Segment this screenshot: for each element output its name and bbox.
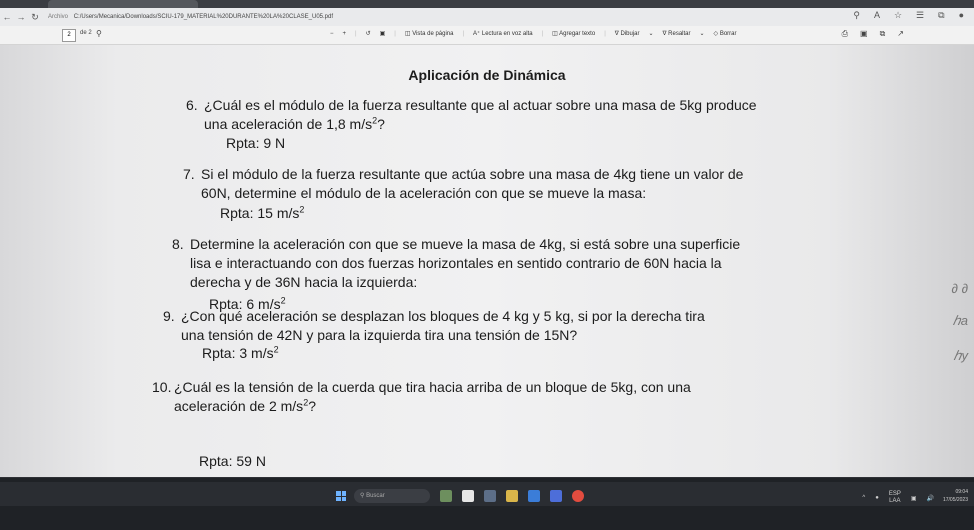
highlight-dropdown-icon[interactable]: ⌄ xyxy=(699,31,705,37)
add-text-button[interactable]: ◫ Agregar texto xyxy=(552,31,596,37)
store-icon[interactable] xyxy=(550,490,562,502)
answer-6: Rpta: 9 N xyxy=(226,135,286,151)
fit-page-icon[interactable]: ▣ xyxy=(379,31,386,37)
print-icon[interactable]: ⎙ xyxy=(841,29,849,38)
clock-time: 09:04 xyxy=(955,489,968,495)
answer-9: Rpta: 3 $m/s^2$ xyxy=(202,344,279,361)
question-6: 6. ¿Cuál es el módulo de la fuerza resultante que al actuar sobre una masa de 5kg produce una aceleración de 1,8 $m/s^2$? xyxy=(186,97,757,132)
url-text: C:/Users/Mecanica/Downloads/SCIU-179_MATERIAL%20DURANTE%20LA%20CLASE_U05.pdf xyxy=(73,14,334,20)
erase-button[interactable]: ◇ Borrar xyxy=(713,31,737,37)
answer-10: Rpta: 59 N xyxy=(199,453,266,469)
favorite-icon[interactable]: ☆ xyxy=(893,10,903,20)
question-8: 8. Determine la aceleración con que se mueve la masa de 4kg, si está sobre una superficie lisa e interactuando con dos fuerzas horizontales en sentido contrario de 60N hacia la derecha y de 36N hacia la izquierda: xyxy=(172,236,741,290)
question-10: 10. ¿Cuál es la tensión de la cuerda que tira hacia arriba de un bloque de 5kg, con una aceleración de 2 $m/s^2$? xyxy=(152,379,691,414)
taskbar-clock[interactable] xyxy=(943,488,968,504)
volume-icon[interactable]: 🔊 xyxy=(926,495,934,502)
draw-dropdown-icon[interactable]: ⌄ xyxy=(648,31,654,37)
clock-date: 17/05/2023 xyxy=(942,497,968,503)
reload-icon[interactable]: ↻ xyxy=(31,11,39,22)
extensions-icon[interactable]: ☰ xyxy=(916,10,925,20)
offscreen-handwriting-1: ∂ ∂ xyxy=(951,281,968,296)
page-view-button[interactable]: ◫ Vista de página xyxy=(404,31,454,37)
document-content xyxy=(0,45,974,477)
network-icon[interactable]: ● xyxy=(875,495,879,501)
windows-start-icon[interactable] xyxy=(336,491,346,501)
save-icon[interactable]: ▣ xyxy=(860,29,868,38)
offscreen-handwriting-3: ℎy xyxy=(953,348,968,363)
answer-7: Rpta: 15 $m/s^2$ xyxy=(220,204,305,221)
language-indicator[interactable]: ESP LAA xyxy=(888,491,901,504)
tab-strip xyxy=(0,0,974,8)
forward-icon[interactable]: → xyxy=(16,12,26,22)
expand-icon[interactable]: ↗ xyxy=(897,29,904,38)
pdf-toolbar: 2 de 2 ⚲ − + | ↺ ▣ | ◫ Vista de página | A⁺ Lectura en voz alta | ◫ Agregar texto | ∇ Dibujar ⌄ ∇ Resaltar ⌄ ◇ Borrar ⎙ ▣ ⧉ ↗ xyxy=(0,26,974,45)
edge-browser-icon[interactable] xyxy=(528,490,540,502)
taskbar-search-input[interactable]: ⚲ Buscar xyxy=(354,489,430,503)
zoom-icon[interactable]: ⚲ xyxy=(853,10,860,20)
page-count: de 2 xyxy=(80,30,92,36)
pdf-page xyxy=(0,45,974,477)
page-title: Aplicación de Dinámica xyxy=(408,67,566,83)
back-icon[interactable]: ← xyxy=(2,12,12,22)
collections-icon[interactable]: ⧉ xyxy=(938,10,945,20)
chrome-icon[interactable] xyxy=(572,490,584,502)
folder-icon[interactable] xyxy=(506,490,518,502)
explorer-icon[interactable] xyxy=(484,490,496,502)
profile-icon[interactable]: ● xyxy=(958,10,964,20)
save-as-icon[interactable]: ⧉ xyxy=(879,29,886,38)
draw-button[interactable]: ∇ Dibujar xyxy=(614,31,640,37)
rotate-icon[interactable]: ↺ xyxy=(365,31,371,37)
read-mode-icon[interactable]: A xyxy=(873,10,880,20)
answer-8: Rpta: 6 $m/s^2$ xyxy=(209,295,286,312)
question-7: 7. Si el módulo de la fuerza resultante que actúa sobre una masa de 4kg tiene un valor de 60N, determine el módulo de la aceleración con que se mueve la masa: xyxy=(183,166,744,201)
widgets-icon[interactable] xyxy=(440,490,452,502)
question-9: 9. ¿Con qué aceleración se desplazan los bloques de 4 kg y 5 kg, si por la derecha tira una tensión de 42N y para la izquierda tira una tensión de 15N? xyxy=(163,308,705,343)
taskbar xyxy=(0,478,974,530)
browser-tab[interactable] xyxy=(48,0,198,8)
zoom-in-button[interactable]: + xyxy=(342,30,347,37)
read-aloud-button[interactable]: A⁺ Lectura en voz alta xyxy=(473,31,533,37)
search-icon[interactable]: ⚲ xyxy=(96,29,102,38)
task-view-icon[interactable] xyxy=(462,490,474,502)
file-label: Archivo xyxy=(48,14,69,20)
highlight-button[interactable]: ∇ Resaltar xyxy=(662,31,691,37)
tray-chevron-icon[interactable]: ^ xyxy=(862,495,866,501)
wifi-icon[interactable]: ▣ xyxy=(910,495,917,502)
url-field[interactable] xyxy=(48,14,333,20)
address-bar xyxy=(0,8,974,26)
zoom-out-button[interactable]: − xyxy=(330,30,334,37)
offscreen-handwriting-2: ℎa xyxy=(952,313,968,328)
page-number-input[interactable]: 2 xyxy=(62,29,76,42)
